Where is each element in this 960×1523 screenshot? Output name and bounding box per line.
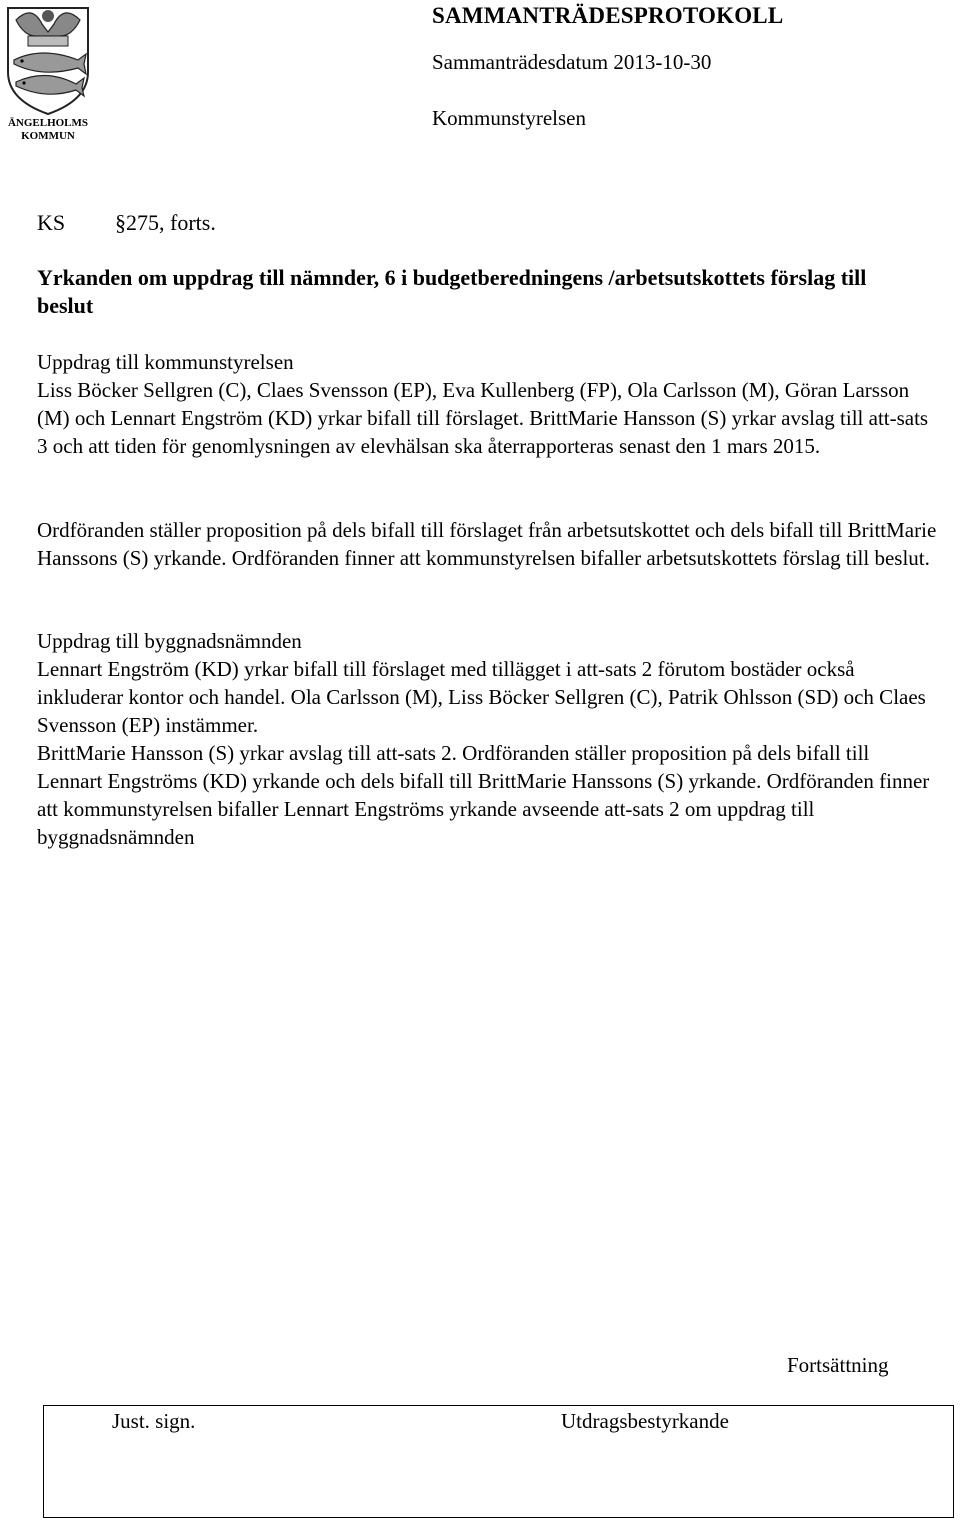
decision-text: BrittMarie Hansson (S) yrkar avslag till att-sats 2. Ordföranden ställer proposition på dels bifall till Lennart Engströms (KD) yrkande och dels bifall till BrittMarie Hanssons (S) yrkande. Ordföranden finner att kommunstyrelsen bifaller Lennart Engströms yrkande avseende att-sats 2 om uppdrag till byggnadsnämnden — [37, 741, 930, 849]
section-kommunstyrelsen — [37, 348, 937, 460]
meeting-date: Sammanträdesdatum 2013-10-30 — [432, 50, 712, 74]
section-heading: Yrkanden om uppdrag till nämnder, 6 i budgetberedningens /arbetsutskottets förslag till beslut — [37, 265, 867, 318]
section-byggnadsnamnden — [37, 627, 937, 851]
municipality-logo — [2, 2, 94, 142]
continuation-label: Fortsättning — [787, 1353, 889, 1377]
paragraph-prefix: KS — [37, 210, 66, 235]
paragraph-symbol: § — [115, 210, 126, 235]
signature-label: Just. sign. — [112, 1409, 196, 1433]
committee-name: Kommunstyrelsen — [432, 106, 586, 130]
section-decision — [37, 516, 937, 572]
logo-text-line2: KOMMUN — [21, 130, 75, 142]
decision-text: Ordföranden ställer proposition på dels bifall till förslaget från arbetsutskottet och dels bifall till BrittMarie Hanssons (S) yrkande. Ordföranden finner att kommunstyrelsen bifaller arbetsutskottets förslag till beslut. — [37, 518, 937, 570]
section-subtitle: Uppdrag till byggnadsnämnden — [37, 629, 302, 653]
document-title: SAMMANTRÄDESPROTOKOLL — [432, 3, 784, 28]
paragraph-number: 275, forts. — [126, 210, 216, 235]
paragraph-reference — [37, 210, 216, 236]
section-text: Liss Böcker Sellgren (C), Claes Svensson (EP), Eva Kullenberg (FP), Ola Carlsson (M), Göran Larsson (M) och Lennart Engström (KD) yrkar bifall till förslaget. BrittMarie Hansson (S) yrkar avslag till att-sats 3 och att tiden för genomlysningen av elevhälsan ska återrapporteras senast den 1 mars 2015. — [37, 378, 929, 458]
coat-of-arms-icon — [2, 2, 94, 142]
logo-text-line1: ÄNGELHOLMS — [7, 117, 89, 129]
section-subtitle: Uppdrag till kommunstyrelsen — [37, 350, 294, 374]
signature-box — [43, 1405, 954, 1518]
section-text: Lennart Engström (KD) yrkar bifall till förslaget med tillägget i att-sats 2 förutom bostäder också inkluderar kontor och handel. Ola Carlsson (M), Liss Böcker Sellgren (C), Patrik Ohlsson (SD) och Claes Svensson (EP) instämmer. — [37, 657, 926, 737]
extract-certification-label: Utdragsbestyrkande — [561, 1409, 729, 1433]
